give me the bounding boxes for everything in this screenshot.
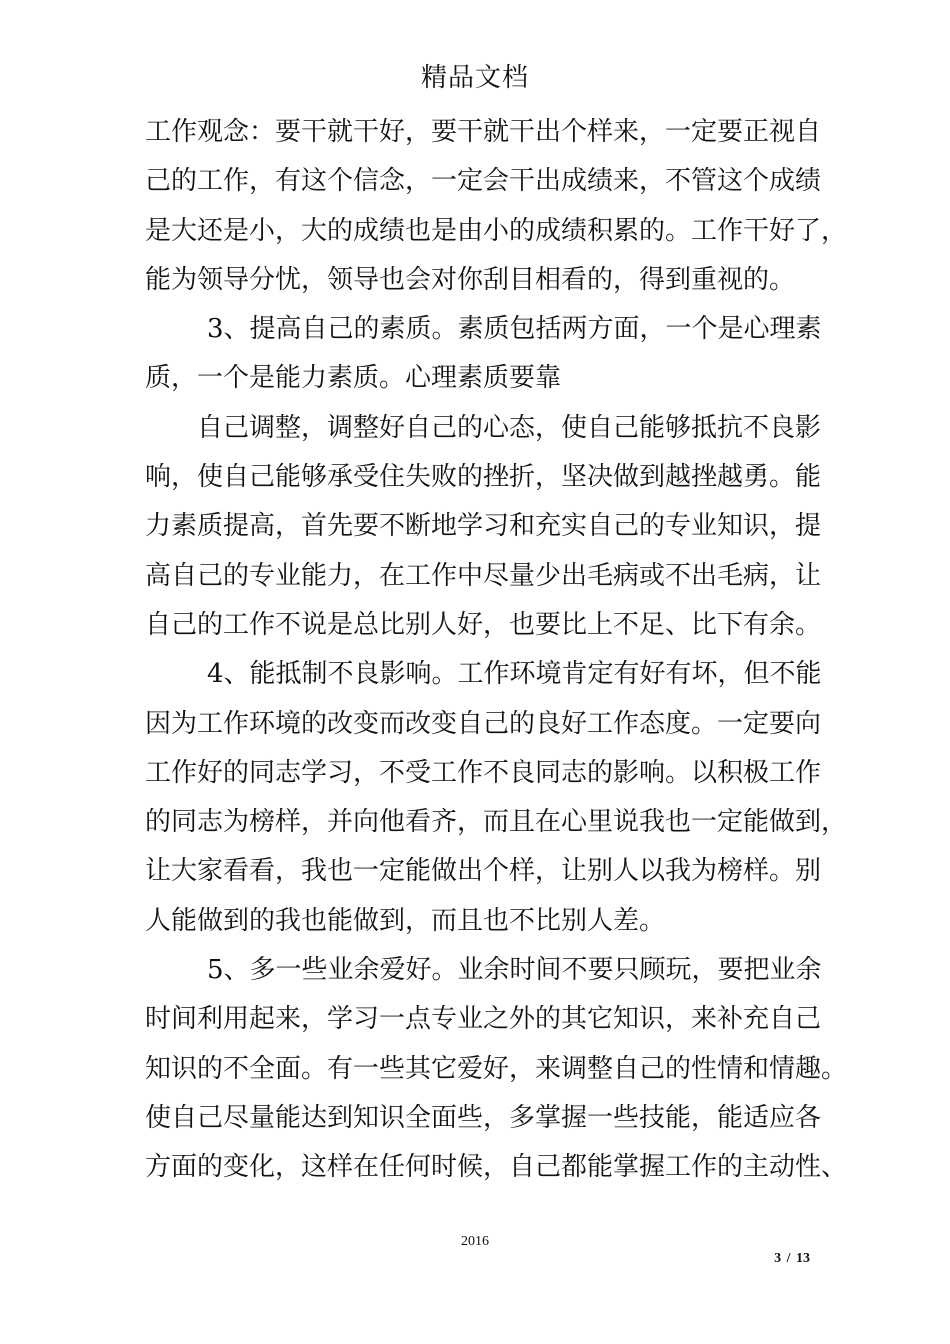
text-line: 方面的变化，这样在任何时候，自己都能掌握工作的主动性、: [145, 1152, 848, 1183]
footer-year: 2016: [461, 1234, 489, 1249]
text-line-item-5: 5、多一些业余爱好。业余时间不要只顾玩，要把业余: [207, 955, 822, 986]
text-line: 使自己尽量能达到知识全面些，多掌握一些技能，能适应各: [145, 1102, 822, 1133]
text-line: 工作观念：要干就干好，要干就干出个样来，一定要正视自: [145, 117, 822, 147]
text-line-paragraph-start: 自己调整，调整好自己的心态，使自己能够抵抗不良影: [197, 412, 822, 443]
text-line: 时间利用起来，学习一点专业之外的其它知识，来补充自己: [145, 1004, 822, 1035]
text-line: 知识的不全面。有一些其它爱好，来调整自己的性情和情趣。: [145, 1053, 848, 1084]
text-line-item-4: 4、能抵制不良影响。工作环境肯定有好有坏，但不能: [207, 659, 822, 690]
text-line: 让大家看看，我也一定能做出个样，让别人以我为榜样。别: [145, 856, 822, 887]
text-line: 人能做到的我也能做到，而且也不比别人差。: [145, 905, 666, 936]
text-line: 自己的工作不说是总比别人好，也要比上不足、比下有余。: [145, 609, 822, 640]
text-line: 力素质提高，首先要不断地学习和充实自己的专业知识，提: [145, 511, 822, 542]
text-line: 响，使自己能够承受住失败的挫折，坚决做到越挫越勇。能: [145, 462, 822, 493]
page-number: 3 / 13: [774, 1251, 810, 1266]
text-line-item-3: 3、提高自己的素质。素质包括两方面，一个是心理素: [207, 314, 822, 345]
text-line: 能为领导分忧，领导也会对你刮目相看的，得到重视的。: [145, 264, 796, 295]
text-line: 的同志为榜样，并向他看齐，而且在心里说我也一定能做到，: [145, 807, 848, 838]
text-line: 是大还是小，大的成绩也是由小的成绩积累的。工作干好了，: [145, 215, 848, 246]
text-line: 己的工作，有这个信念，一定会干出成绩来，不管这个成绩: [145, 166, 822, 197]
text-line: 质，一个是能力素质。心理素质要靠: [145, 363, 562, 394]
text-line: 高自己的专业能力，在工作中尽量少出毛病或不出毛病，让: [145, 560, 822, 591]
page-header-title: 精品文档: [420, 63, 529, 93]
text-line: 工作好的同志学习，不受工作不良同志的影响。以积极工作: [145, 757, 822, 788]
text-line: 因为工作环境的改变而改变自己的良好工作态度。一定要向: [145, 708, 822, 739]
document-body: [145, 108, 848, 1193]
